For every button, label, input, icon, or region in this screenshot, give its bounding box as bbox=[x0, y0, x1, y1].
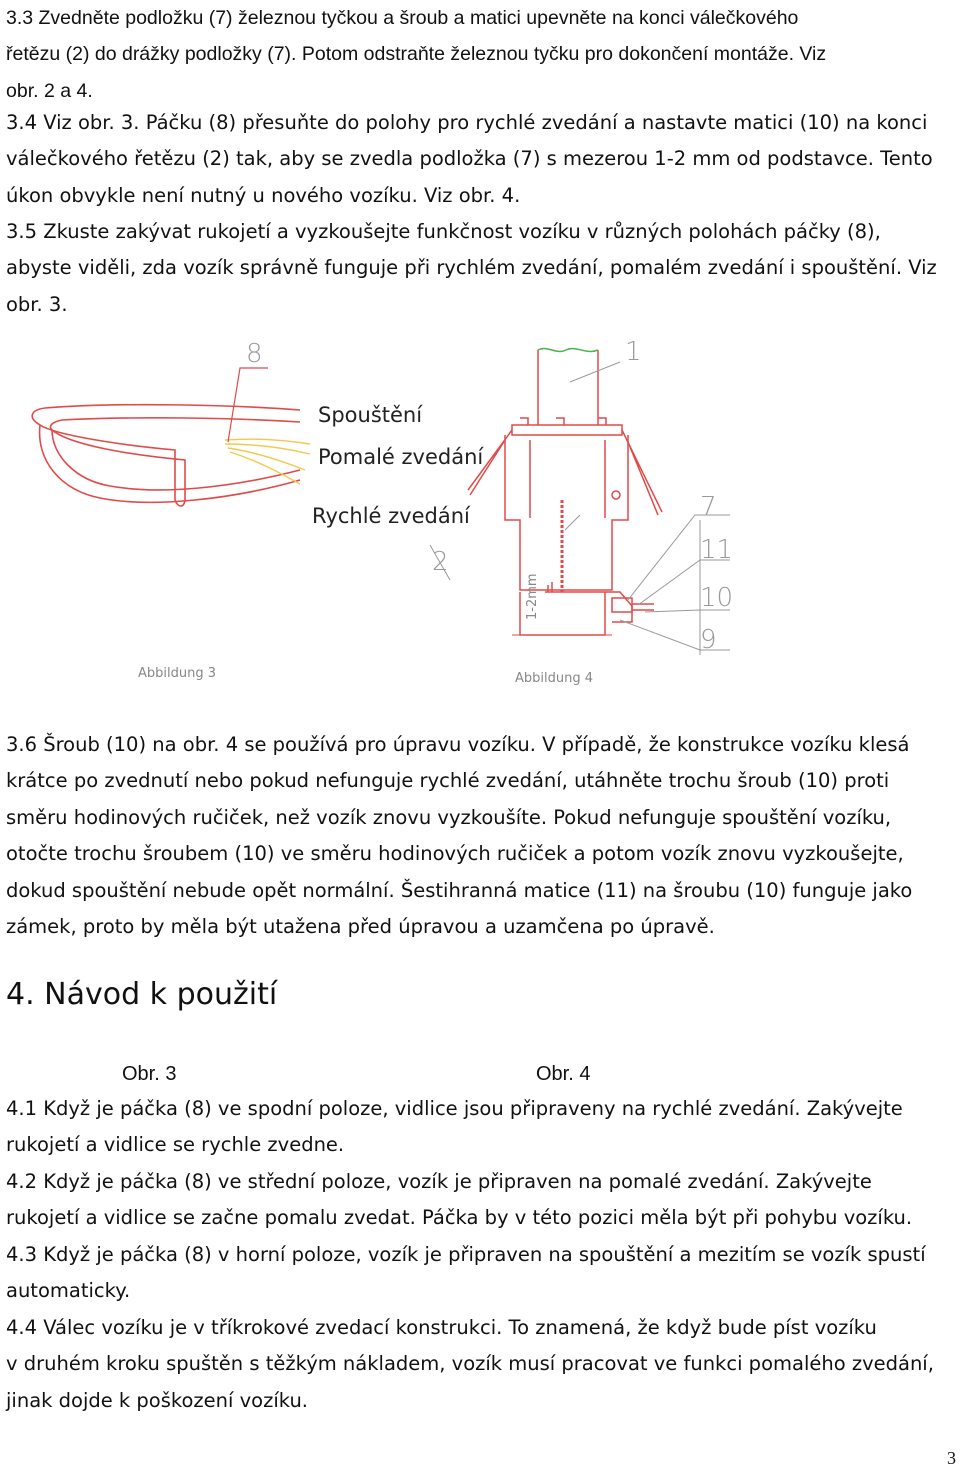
text-line: 4.3 Když je páčka (8) v horní poloze, vozík je připraven na spouštění a mezitím se vozík spustí bbox=[6, 1243, 926, 1266]
lever-position-lowering: Spouštění bbox=[318, 403, 423, 427]
paragraph-4-2 bbox=[6, 1164, 958, 1237]
paragraph-3-6 bbox=[6, 727, 958, 945]
text-line: obr. 2 a 4. bbox=[6, 79, 93, 102]
part-number-8: 8 bbox=[246, 339, 263, 369]
section-heading-4: 4. Návod k použití bbox=[6, 977, 278, 1012]
page-number: 3 bbox=[947, 1448, 956, 1468]
paragraph-3-3 bbox=[6, 0, 958, 109]
paragraph-3-5 bbox=[6, 214, 958, 323]
part-number-2: 2 bbox=[432, 547, 449, 577]
figure-ref-obr-3: Obr. 3 bbox=[122, 1063, 177, 1085]
part-number-7: 7 bbox=[700, 492, 717, 522]
text-line: 3.5 Zkuste zakývat rukojetí a vyzkoušejte funkčnost vozíku v různých polohách páčky (8), bbox=[6, 220, 881, 243]
text-line: válečkového řetězu (2) tak, aby se zvedla podložka (7) s mezerou 1-2 mm od podstavce. Tento bbox=[6, 147, 933, 171]
text-line: automaticky. bbox=[6, 1279, 131, 1303]
text-line: 3.4 Viz obr. 3. Páčku (8) přesuňte do polohy pro rychlé zvedání a nastavte matici (10) na konci bbox=[6, 111, 928, 134]
part-number-9: 9 bbox=[700, 625, 717, 655]
text-line: obr. 3. bbox=[6, 292, 68, 316]
text-line: abyste viděli, zda vozík správně funguje při rychlém zvedání, pomalém zvedání i spouštění. Viz bbox=[6, 256, 937, 280]
text-line: řetězu (2) do drážky podložky (7). Potom odstraňte železnou tyčku pro dokončení montáže. Viz bbox=[6, 43, 827, 66]
pump-drawing bbox=[468, 349, 662, 635]
caption-abbildung-3: Abbildung 3 bbox=[138, 666, 217, 681]
caption-abbildung-4: Abbildung 4 bbox=[515, 671, 594, 686]
lever-position-slow-lift: Pomalé zvedání bbox=[318, 445, 484, 469]
text-line: 3.6 Šroub (10) na obr. 4 se používá pro úpravu vozíku. V případě, že konstrukce vozíku klesá bbox=[6, 733, 910, 756]
lever-leader bbox=[228, 368, 268, 442]
paragraph-4-1 bbox=[6, 1091, 958, 1164]
part-number-10: 10 bbox=[700, 583, 734, 613]
paragraph-4-4 bbox=[6, 1310, 958, 1419]
text-line: krátce po zvednutí nebo pokud nefunguje rychlé zvedání, utáhněte trochu šroub (10) proti bbox=[6, 769, 890, 793]
text-line: zámek, proto by měla být utažena před úpravou a uzamčena po úpravě. bbox=[6, 915, 715, 939]
text-line: 4.1 Když je páčka (8) ve spodní poloze, vidlice jsou připraveny na rychlé zvedání. Zakývejte bbox=[6, 1097, 903, 1120]
paragraph-3-4 bbox=[6, 105, 958, 214]
gap-label: 1-2mm bbox=[525, 573, 540, 620]
text-line: dokud spouštění nebude opět normální. Šestihranná matice (11) na šroubu (10) funguje jako bbox=[6, 878, 913, 902]
text-line: jinak dojde k poškození vozíku. bbox=[6, 1388, 309, 1412]
text-line: rukojetí a vidlice se rychle zvedne. bbox=[6, 1133, 345, 1157]
text-line: rukojetí a vidlice se začne pomalu zvedat. Páčka by v této pozici měla být při pohybu vozíku. bbox=[6, 1206, 913, 1230]
technical-drawing bbox=[0, 330, 960, 700]
leader-lines bbox=[430, 362, 730, 655]
text-line: úkon obvykle není nutný u nového vozíku. Viz obr. 4. bbox=[6, 183, 521, 207]
text-line: 4.2 Když je páčka (8) ve střední poloze, vozík je připraven na pomalé zvedání. Zakývejte bbox=[6, 1170, 872, 1193]
text-line: v druhém kroku spuštěn s těžkým nákladem, vozík musí pracovat ve funkci pomalého zvedání, bbox=[6, 1352, 934, 1376]
paragraph-4-3 bbox=[6, 1237, 958, 1310]
text-line: otočte trochu šroubem (10) ve směru hodinových ručiček a potom vozík znovu vyzkoušejte, bbox=[6, 842, 904, 866]
text-line: 4.4 Válec vozíku je v tříkrokové zvedací konstrukci. To znamená, že když bude píst vozíku bbox=[6, 1316, 877, 1339]
figure-ref-obr-4: Obr. 4 bbox=[536, 1063, 591, 1085]
text-line: 3.3 Zvedněte podložku (7) železnou tyčkou a šroub a matici upevněte na konci válečkového bbox=[6, 7, 799, 29]
lever-position-fast-lift: Rychlé zvedání bbox=[312, 504, 470, 528]
part-number-1: 1 bbox=[625, 337, 642, 367]
text-line: směru hodinových ručiček, než vozík znovu vyzkoušíte. Pokud nefunguje spouštění vozíku, bbox=[6, 805, 892, 829]
part-number-11: 11 bbox=[700, 535, 734, 565]
